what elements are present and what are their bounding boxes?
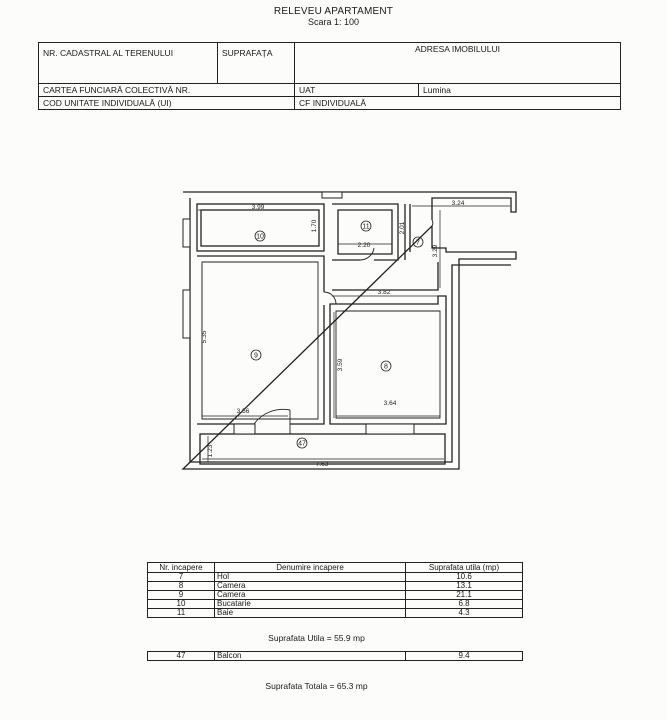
address-label: ADRESA IMOBILULUI	[295, 43, 621, 84]
cod-label: COD UNITATE INDIVIDUALĂ (UI)	[39, 97, 295, 110]
surface-label: SUPRAFAȚA	[218, 43, 295, 84]
dim-220: 2.20	[357, 242, 371, 249]
table-row: 7 Hol 10.6	[148, 573, 523, 582]
dim-123: 1.23	[207, 444, 214, 458]
table-row: 9 Camera 21.1	[148, 591, 523, 600]
bath-wall	[332, 204, 398, 260]
window	[322, 192, 342, 198]
col-header-name: Denumire incapere	[215, 563, 406, 573]
uat-value: Lumina	[419, 84, 621, 97]
document-title: RELEVEU APARTAMENT	[273, 6, 394, 17]
inner-wall	[190, 198, 511, 462]
room-label-47: 47	[298, 440, 306, 448]
door-arc	[254, 409, 290, 424]
cadastral-label: NR. CADASTRAL AL TERENULUI	[39, 43, 218, 84]
window	[366, 424, 414, 434]
totala-total: Suprafata Totala = 65.3 mp	[265, 681, 368, 691]
rooms-table	[147, 562, 523, 618]
cf-label: CF INDIVIDUALĂ	[295, 97, 621, 110]
utila-total: Suprafata Utila = 55.9 mp	[268, 633, 365, 643]
kitchen-wall	[197, 204, 324, 251]
dim-170: 1.70	[311, 219, 318, 233]
dim-763: 7.63	[315, 461, 329, 468]
table-row: 10 Bucatarie 6.8	[148, 600, 523, 609]
outer-wall	[183, 192, 516, 469]
room-label-9: 9	[254, 352, 258, 360]
dim-364: 3.64	[383, 400, 397, 407]
carte-label: CARTEA FUNCIARĂ COLECTIVĂ NR.	[39, 84, 295, 97]
dim-329: 3.29	[432, 244, 439, 258]
col-header-nr: Nr. incapere	[148, 563, 215, 573]
dim-399: 3.99	[251, 204, 265, 211]
dim-324: 3.24	[451, 200, 465, 207]
room-label-11: 11	[362, 223, 370, 231]
window	[234, 424, 255, 434]
balcony-table	[147, 651, 523, 661]
room-label-7: 7	[416, 239, 420, 247]
door-arc	[432, 220, 433, 226]
room-label-10: 10	[256, 233, 264, 241]
scale-label: Scara 1: 100	[307, 17, 360, 27]
room9-wall-inner	[202, 262, 318, 419]
room9-wall	[197, 256, 324, 424]
dim-382: 3.82	[377, 289, 391, 296]
balcony-wall	[200, 434, 445, 464]
uat-label: UAT	[295, 84, 419, 97]
col-header-area: Suprafata utila (mp)	[406, 563, 523, 573]
table-row: 47 Balcon 9.4	[148, 652, 523, 661]
door-arc	[324, 292, 336, 304]
dim-535: 5.35	[201, 330, 208, 344]
window	[183, 290, 190, 338]
hall-walls	[332, 204, 438, 290]
table-row: 11 Baie 4.3	[148, 609, 523, 618]
dim-359: 3.59	[337, 358, 344, 372]
table-row: 8 Camera 13.1	[148, 582, 523, 591]
window	[183, 219, 190, 247]
room-label-8: 8	[384, 363, 388, 371]
dim-201: 2.01	[399, 221, 406, 235]
dim-356: 3.56	[236, 408, 250, 415]
